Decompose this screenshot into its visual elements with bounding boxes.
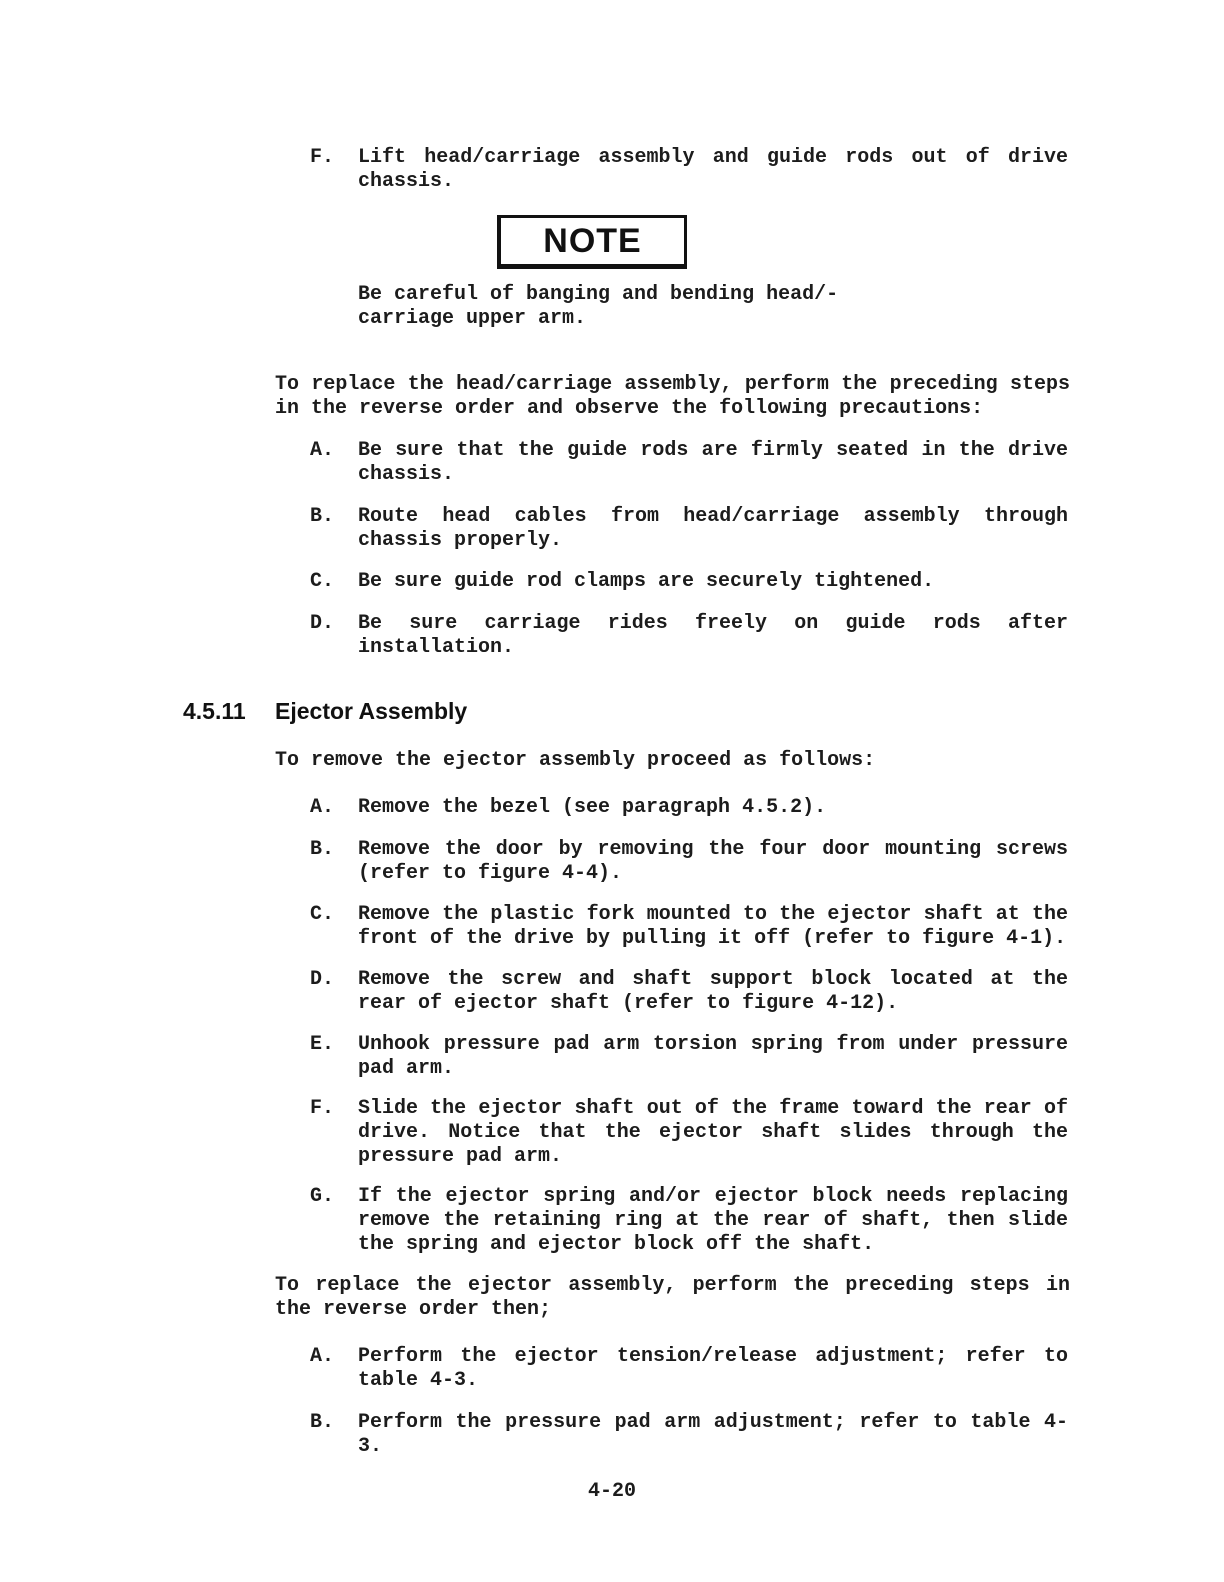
item-text: Perform the ejector tension/release adjustment; refer to table 4-3. — [358, 1345, 1068, 1392]
section-number: 4.5.11 — [183, 698, 246, 724]
item-letter: F. — [310, 1097, 335, 1120]
item-text: Be sure guide rod clamps are securely tightened. — [358, 570, 935, 593]
item-letter: A. — [310, 439, 335, 462]
item-letter: D. — [310, 612, 335, 635]
item-letter: E. — [310, 1033, 335, 1056]
note-box — [497, 215, 687, 269]
item-letter: B. — [310, 838, 335, 861]
item-text: Remove the bezel (see paragraph 4.5.2). — [358, 796, 827, 819]
item-text: Remove the screw and shaft support block located at the rear of ejector shaft (refer to figure 4-12). — [358, 968, 1068, 1015]
item-text: Be sure carriage rides freely on guide rods after installation. — [358, 612, 1068, 659]
replace-ejector-intro: To replace the ejector assembly, perform the preceding steps in the reverse order then; — [275, 1274, 1070, 1321]
item-letter: D. — [310, 968, 335, 991]
item-letter: B. — [310, 1411, 335, 1434]
item-text: Slide the ejector shaft out of the frame toward the rear of drive. Notice that the ejector shaft slides through the pressure pad arm. — [358, 1097, 1068, 1168]
item-letter: G. — [310, 1185, 335, 1208]
item-text: Lift head/carriage assembly and guide rods out of drive chassis. — [358, 146, 1068, 193]
item-letter: C. — [310, 903, 335, 926]
section-title: Ejector Assembly — [275, 698, 468, 724]
item-letter: A. — [310, 796, 335, 819]
item-letter: B. — [310, 505, 335, 528]
replace-head-intro: To replace the head/carriage assembly, perform the preceding steps in the reverse order and observe the following precautions: — [275, 373, 1070, 420]
note-text: Be careful of banging and bending head/- carriage upper arm. — [358, 283, 839, 330]
remove-ejector-intro: To remove the ejector assembly proceed as follows: — [275, 749, 876, 772]
item-text: Perform the pressure pad arm adjustment; refer to table 4-3. — [358, 1411, 1068, 1458]
note-label: NOTE — [543, 221, 642, 260]
item-text: Unhook pressure pad arm torsion spring from under pressure pad arm. — [358, 1033, 1068, 1080]
item-text: Route head cables from head/carriage assembly through chassis properly. — [358, 505, 1068, 552]
item-text: Remove the plastic fork mounted to the ejector shaft at the front of the drive by pulling it off (refer to figure 4-1). — [358, 903, 1068, 950]
item-letter: F. — [310, 146, 335, 169]
page-number: 4-20 — [587, 1480, 636, 1503]
item-text: If the ejector spring and/or ejector block needs replacing remove the retaining ring at the rear of shaft, then slide the spring and ejector block off the shaft. — [358, 1185, 1068, 1256]
item-text: Be sure that the guide rods are firmly seated in the drive chassis. — [358, 439, 1068, 486]
item-letter: A. — [310, 1345, 335, 1368]
item-text: Remove the door by removing the four door mounting screws (refer to figure 4-4). — [358, 838, 1068, 885]
item-letter: C. — [310, 570, 335, 593]
